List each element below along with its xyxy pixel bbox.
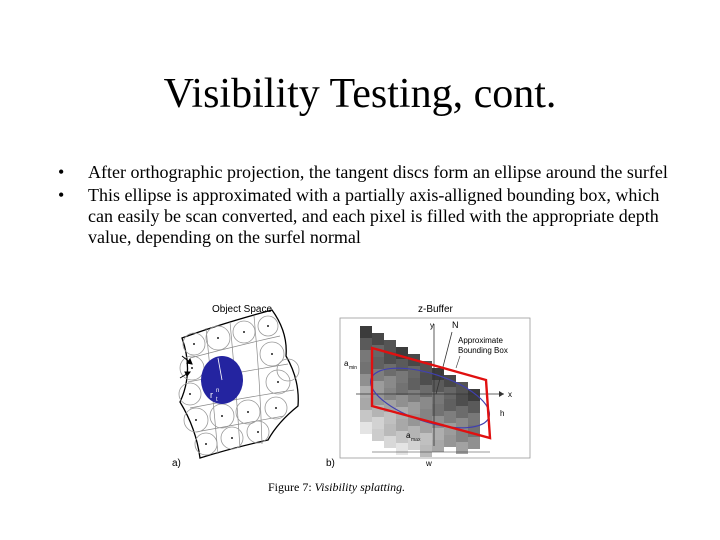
z-pixel xyxy=(396,443,408,455)
z-pixel xyxy=(408,366,420,378)
normal-label: N xyxy=(452,320,459,330)
z-pixel xyxy=(384,340,396,352)
object-space-panel xyxy=(172,304,299,469)
slide-title: Visibility Testing, cont. xyxy=(163,71,557,117)
z-pixel xyxy=(468,413,480,425)
bullet-item xyxy=(58,162,678,183)
z-pixel xyxy=(384,436,396,448)
z-pixel xyxy=(444,435,456,447)
bullet-text: After orthographic projection, the tangent discs form an ellipse around the surfel xyxy=(88,162,668,182)
z-pixel xyxy=(408,390,420,402)
z-pixel xyxy=(456,394,468,406)
a-max-sub: max xyxy=(411,437,421,443)
z-pixel xyxy=(396,419,408,431)
z-pixel xyxy=(384,364,396,376)
z-pixel xyxy=(444,387,456,399)
z-pixel xyxy=(420,385,432,397)
z-pixel xyxy=(372,357,384,369)
z-pixel xyxy=(396,383,408,395)
a-min-label: a xyxy=(344,359,349,368)
z-pixel xyxy=(360,326,372,338)
caption-prefix: Figure 7: xyxy=(268,480,312,494)
bullet-text: This ellipse is approximated with a partially axis-alligned bounding box, which can easily be scan converted, and each pixel is filled with the appropriate depth value, depending on the surfel normal xyxy=(88,185,660,247)
z-pixel xyxy=(408,402,420,414)
z-pixel xyxy=(384,424,396,436)
z-pixel xyxy=(372,333,384,345)
z-pixel xyxy=(444,411,456,423)
z-pixel xyxy=(396,359,408,371)
caption-text: Visibility splatting. xyxy=(314,480,406,494)
z-pixel xyxy=(420,433,432,445)
y-axis-label: y xyxy=(430,321,434,330)
z-buffer-panel xyxy=(326,304,530,469)
z-buffer-title: z-Buffer xyxy=(418,304,453,315)
z-pixel xyxy=(444,399,456,411)
z-pixel xyxy=(360,398,372,410)
bbox-label-line1: Approximate xyxy=(458,336,503,345)
panel-b-label: b) xyxy=(326,458,335,469)
z-pixel xyxy=(360,338,372,350)
z-pixel xyxy=(360,386,372,398)
a-min-sub: min xyxy=(349,365,358,371)
z-pixel xyxy=(384,412,396,424)
bbox-label-line2: Bounding Box xyxy=(458,346,508,355)
w-label: w xyxy=(426,459,432,468)
object-space-title: Object Space xyxy=(212,304,273,315)
x-axis-label: x xyxy=(508,390,512,399)
h-label: h xyxy=(500,409,505,418)
z-pixel xyxy=(420,445,432,457)
z-pixel xyxy=(360,410,372,422)
bullet-dot: • xyxy=(58,185,65,205)
surfel-label-sub: t xyxy=(216,397,218,403)
z-pixel xyxy=(468,437,480,449)
z-pixel xyxy=(372,417,384,429)
z-pixel xyxy=(420,373,432,385)
a-max-label: a xyxy=(406,431,411,440)
z-pixel xyxy=(408,378,420,390)
z-pixel xyxy=(372,429,384,441)
z-pixel xyxy=(456,406,468,418)
z-pixel xyxy=(360,422,372,434)
visibility-splatting-figure xyxy=(160,298,540,498)
figure-caption xyxy=(268,480,405,495)
bullet-list xyxy=(58,162,678,250)
z-pixel xyxy=(372,393,384,405)
surfel-label: r xyxy=(210,390,213,400)
z-pixel xyxy=(468,401,480,413)
z-pixel xyxy=(360,362,372,374)
z-pixel xyxy=(396,371,408,383)
z-pixel xyxy=(396,395,408,407)
panel-a-label: a) xyxy=(172,458,181,469)
surfel-label-sup: n xyxy=(216,388,220,394)
bullet-item xyxy=(58,185,678,248)
bullet-dot: • xyxy=(58,162,65,182)
z-pixel xyxy=(360,350,372,362)
z-pixel xyxy=(420,397,432,409)
z-pixel xyxy=(384,376,396,388)
